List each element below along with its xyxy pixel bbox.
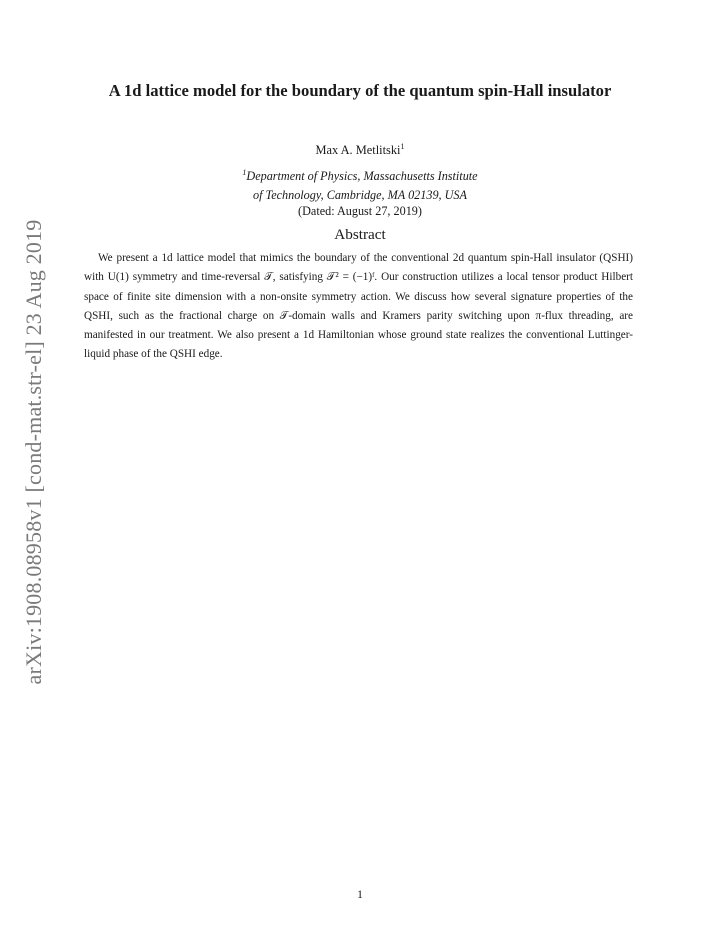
page-number: 1 [357, 887, 363, 901]
author-affiliation-marker: 1 [400, 142, 405, 151]
affiliation-line-1-text: Department of Physics, Massachusetts Institute [246, 169, 478, 183]
abstract-heading: Abstract [334, 226, 386, 243]
affiliation [0, 163, 720, 205]
affiliation-line-2: of Technology, Cambridge, MA 02139, USA [253, 188, 467, 202]
abstract-body: We present a 1d lattice model that mimics the boundary of the conventional 2d quantum spin-Hall insulator (QSHI) with U(1) symmetry and time-reversal 𝒯, satisfying 𝒯² = (−1)ᶠ. Our construction utilizes a local tensor product Hilbert space of finite site dimension with a non-onsite symmetry action. We discuss how several signature properties of the QSHI, such as the fractional charge on 𝒯-domain walls and Kramers parity switching upon π-flux threading, are manifested in our treatment. We also present a 1d Hamiltonian whose ground state realizes the conventional Luttinger-liquid phase of the QSHI edge. [84, 252, 633, 361]
paper-title: A 1d lattice model for the boundary of the quantum spin-Hall insulator [108, 81, 612, 100]
affiliation-marker: 1 [242, 168, 247, 177]
author-line [0, 142, 720, 158]
author-name: Max A. Metlitski [315, 143, 401, 157]
arxiv-identifier-stamp: arXiv:1908.08958v1 [cond-mat.str-el] 23 Aug 2019 [21, 219, 46, 685]
affiliation-line-1 [0, 163, 720, 186]
dated-line: (Dated: August 27, 2019) [298, 204, 422, 218]
